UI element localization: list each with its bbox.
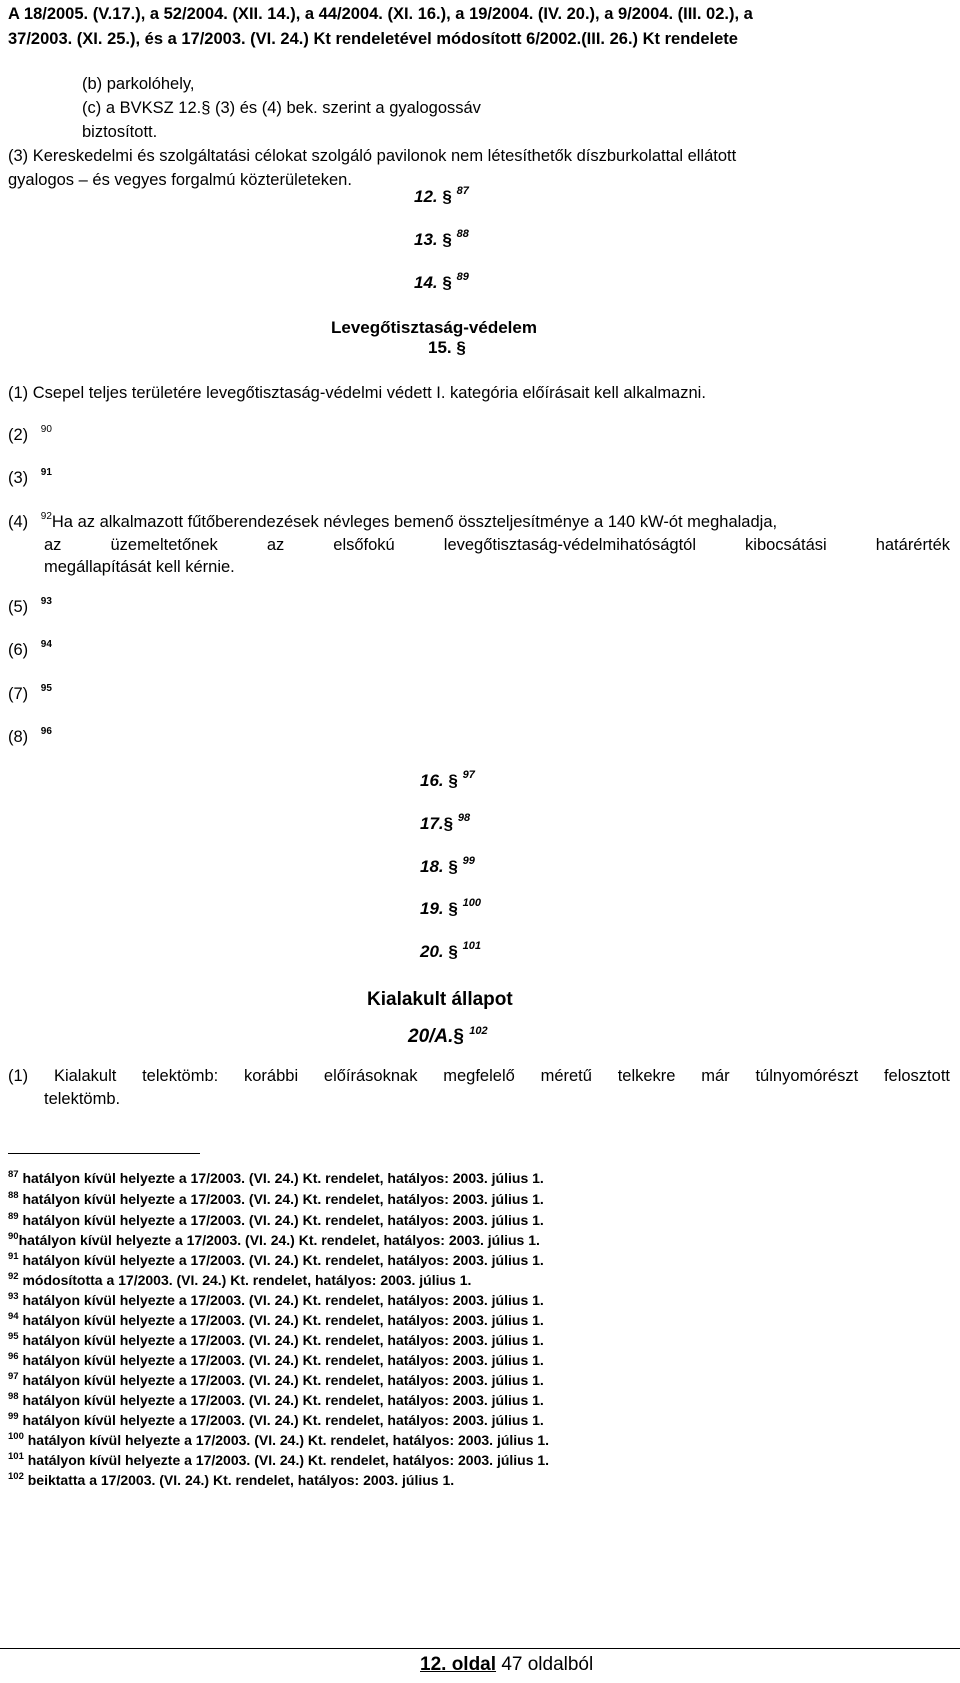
para-15-4-line-1: [8, 512, 777, 533]
section-sign: §: [443, 814, 454, 833]
footnote-number: 91: [8, 1251, 19, 1262]
para-text: (1) Kialakult telektömb: korábbi előírásoknak megfelelő méretű telkekre már túlnyomórészt felosztott: [8, 1067, 950, 1085]
current-page: 12. oldal: [420, 1654, 497, 1675]
section-19: [420, 899, 481, 919]
section-number: 13.: [414, 230, 438, 249]
footnote-separator: [8, 1153, 200, 1154]
para-label: (2): [8, 426, 29, 444]
footnote-ref[interactable]: 98: [457, 812, 471, 824]
item-c-line-1: (c) a BVKSZ 12.§ (3) és (4) bek. szerint a gyalogossáv: [82, 99, 481, 117]
footnote-number: 95: [8, 1331, 19, 1342]
footnote-102: [8, 1471, 454, 1489]
footnote-100: [8, 1431, 549, 1449]
footnote-ref[interactable]: 92: [40, 511, 52, 522]
item-b: (b) parkolóhely,: [82, 75, 195, 93]
footnote-text: hatályon kívül helyezte a 17/2003. (VI. 24.) Kt. rendelet, hatályos: 2003. július 1.: [22, 1292, 544, 1308]
footer-rule: [0, 1648, 960, 1649]
section-number: 18.: [420, 857, 444, 876]
section-20: [420, 942, 481, 962]
section-number: 17.: [420, 814, 444, 833]
footnote-ref[interactable]: 101: [462, 940, 481, 952]
section-12: [414, 187, 469, 207]
section-number: 16.: [420, 771, 444, 790]
page-number: [420, 1654, 593, 1676]
section-sign: §: [442, 187, 452, 206]
header-line-2: 37/2003. (XI. 25.), és a 17/2003. (VI. 24.) Kt rendeletével módosított 6/2002.(III. 26.) Kt rendelete: [8, 30, 738, 48]
footnote-89: [8, 1211, 544, 1229]
footnote-text: hatályon kívül helyezte a 17/2003. (VI. 24.) Kt. rendelet, hatályos: 2003. július 1.: [27, 1432, 550, 1448]
footnote-number: 97: [8, 1371, 19, 1382]
footnote-text: hatályon kívül helyezte a 17/2003. (VI. 24.) Kt. rendelet, hatályos: 2003. július 1.: [27, 1452, 550, 1468]
section-sign: §: [448, 771, 458, 790]
footnote-number: 98: [8, 1391, 19, 1402]
heading-established-state: Kialakult állapot: [367, 989, 513, 1010]
footnote-number: 101: [8, 1451, 24, 1462]
footnote-ref[interactable]: 91: [40, 467, 52, 478]
footnote-text: hatályon kívül helyezte a 17/2003. (VI. 24.) Kt. rendelet, hatályos: 2003. július 1.: [22, 1252, 544, 1268]
footnote-number: 100: [8, 1431, 24, 1442]
section-sign: §: [448, 857, 458, 876]
footnote-number: 92: [8, 1271, 19, 1282]
footnote-number: 94: [8, 1311, 19, 1322]
footnote-ref[interactable]: 102: [469, 1025, 488, 1037]
section-sign: §: [448, 899, 458, 918]
footnote-ref[interactable]: 93: [40, 596, 52, 607]
section-sign: §: [453, 1026, 464, 1047]
footnote-number: 87: [8, 1169, 19, 1180]
section-sign: §: [448, 942, 458, 961]
footnote-text: beiktatta a 17/2003. (VI. 24.) Kt. rendelet, hatályos: 2003. július 1.: [27, 1472, 455, 1488]
footnote-text: hatályon kívül helyezte a 17/2003. (VI. 24.) Kt. rendelet, hatályos: 2003. július 1.: [22, 1352, 544, 1368]
footnote-number: 102: [8, 1471, 24, 1482]
footnote-text: hatályon kívül helyezte a 17/2003. (VI. 24.) Kt. rendelet, hatályos: 2003. július 1.: [22, 1332, 544, 1348]
section-number: 20.: [420, 942, 444, 961]
footnote-99: [8, 1411, 544, 1429]
footnote-ref[interactable]: 97: [462, 769, 475, 781]
section-20a: [408, 1026, 488, 1048]
para-label: (7): [8, 685, 29, 703]
para-label: (5): [8, 598, 29, 616]
footnote-ref[interactable]: 96: [40, 726, 52, 737]
footnote-number: 93: [8, 1291, 19, 1302]
footnote-96: [8, 1351, 544, 1369]
footnote-text: hatályon kívül helyezte a 17/2003. (VI. 24.) Kt. rendelet, hatályos: 2003. július 1.: [22, 1170, 544, 1186]
header-line-1: A 18/2005. (V.17.), a 52/2004. (XII. 14.), a 44/2004. (XI. 16.), a 19/2004. (IV. 20.), a 9/2004. (III. 02.), a: [8, 5, 753, 23]
footnote-number: 89: [8, 1211, 19, 1222]
footnote-number: 96: [8, 1351, 19, 1362]
footnote-98: [8, 1391, 544, 1409]
para-15-7: [8, 684, 52, 705]
footnote-text: hatályon kívül helyezte a 17/2003. (VI. 24.) Kt. rendelet, hatályos: 2003. július 1.: [22, 1412, 544, 1428]
para-label: (8): [8, 728, 29, 746]
footnote-text: hatályon kívül helyezte a 17/2003. (VI. 24.) Kt. rendelet, hatályos: 2003. július 1.: [18, 1232, 540, 1248]
para-label: (3): [8, 469, 29, 487]
para-text: Ha az alkalmazott fűtőberendezések névleges bemenő összteljesítménye a 140 kW-ót meghaladja,: [51, 513, 778, 531]
footnote-number: 88: [8, 1190, 19, 1201]
para-3-line-1: (3) Kereskedelmi és szolgáltatási célokat szolgáló pavilonok nem létesíthetők díszburkolattal ellátott: [8, 147, 737, 165]
para-3-line-2: gyalogos – és vegyes forgalmú közterületeken.: [8, 171, 352, 189]
section-number: 12.: [414, 187, 438, 206]
footnote-ref[interactable]: 94: [40, 639, 52, 650]
section-17: [420, 814, 470, 834]
section-18: [420, 857, 475, 877]
para-15-3: [8, 468, 52, 489]
footnote-number: 90: [8, 1231, 19, 1242]
section-15: [428, 338, 466, 358]
para-label: (6): [8, 641, 29, 659]
para-15-5: [8, 597, 52, 618]
footnote-ref[interactable]: 99: [462, 855, 475, 867]
footnote-number: 99: [8, 1411, 19, 1422]
footnote-ref[interactable]: 89: [456, 271, 469, 283]
footnote-ref[interactable]: 87: [456, 185, 469, 197]
heading-air-quality: Levegőtisztaság-védelem: [331, 318, 537, 337]
footnote-95: [8, 1331, 544, 1349]
para-15-4-line-2: az üzemeltetőnek az elsőfokú levegőtisztaság-védelmihatóságtól kibocsátási határérték: [44, 536, 950, 554]
section-14: [414, 273, 469, 293]
item-c-line-2: biztosított.: [82, 123, 158, 141]
footnote-91: [8, 1251, 544, 1269]
footnote-101: [8, 1451, 549, 1469]
section-number: 15.: [428, 338, 452, 357]
footnote-text: hatályon kívül helyezte a 17/2003. (VI. 24.) Kt. rendelet, hatályos: 2003. július 1.: [22, 1372, 544, 1388]
footnote-93: [8, 1291, 544, 1309]
footnote-94: [8, 1311, 544, 1329]
footnote-ref[interactable]: 88: [456, 228, 469, 240]
footnote-87: [8, 1169, 544, 1187]
para-15-8: [8, 727, 52, 748]
footnote-92: [8, 1271, 471, 1289]
para-15-6: [8, 640, 52, 661]
total-pages: 47 oldalból: [501, 1654, 594, 1675]
section-number: 20/A.: [408, 1026, 454, 1047]
footnote-97: [8, 1371, 544, 1389]
footnote-text: hatályon kívül helyezte a 17/2003. (VI. 24.) Kt. rendelet, hatályos: 2003. július 1.: [22, 1212, 544, 1228]
para-15-1: (1) Csepel teljes területére levegőtisztaság-védelmi védett I. kategória előírásait kell alkalmazni.: [8, 384, 706, 402]
section-16: [420, 771, 475, 791]
footnote-90: [8, 1231, 540, 1249]
para-15-2: [8, 425, 52, 446]
section-13: [414, 230, 469, 250]
section-number: 19.: [420, 899, 444, 918]
footnote-ref[interactable]: 90: [40, 424, 52, 435]
section-number: 14.: [414, 273, 438, 292]
para-20a-1-line-2: telektömb.: [44, 1090, 121, 1108]
footnote-text: módosította a 17/2003. (VI. 24.) Kt. rendelet, hatályos: 2003. július 1.: [22, 1272, 472, 1288]
footnote-text: hatályon kívül helyezte a 17/2003. (VI. 24.) Kt. rendelet, hatályos: 2003. július 1.: [22, 1392, 544, 1408]
para-label: (4): [8, 513, 29, 531]
footnote-text: hatályon kívül helyezte a 17/2003. (VI. 24.) Kt. rendelet, hatályos: 2003. július 1.: [22, 1191, 544, 1207]
footnote-88: [8, 1190, 544, 1208]
para-20a-1-line-1: [8, 1066, 950, 1087]
section-sign: §: [442, 230, 452, 249]
para-15-4-line-3: megállapítását kell kérnie.: [44, 558, 235, 576]
section-sign: §: [442, 273, 452, 292]
footnote-ref[interactable]: 100: [462, 897, 481, 909]
section-sign: §: [456, 338, 466, 357]
footnote-text: hatályon kívül helyezte a 17/2003. (VI. 24.) Kt. rendelet, hatályos: 2003. július 1.: [22, 1312, 544, 1328]
footnote-ref[interactable]: 95: [40, 683, 52, 694]
